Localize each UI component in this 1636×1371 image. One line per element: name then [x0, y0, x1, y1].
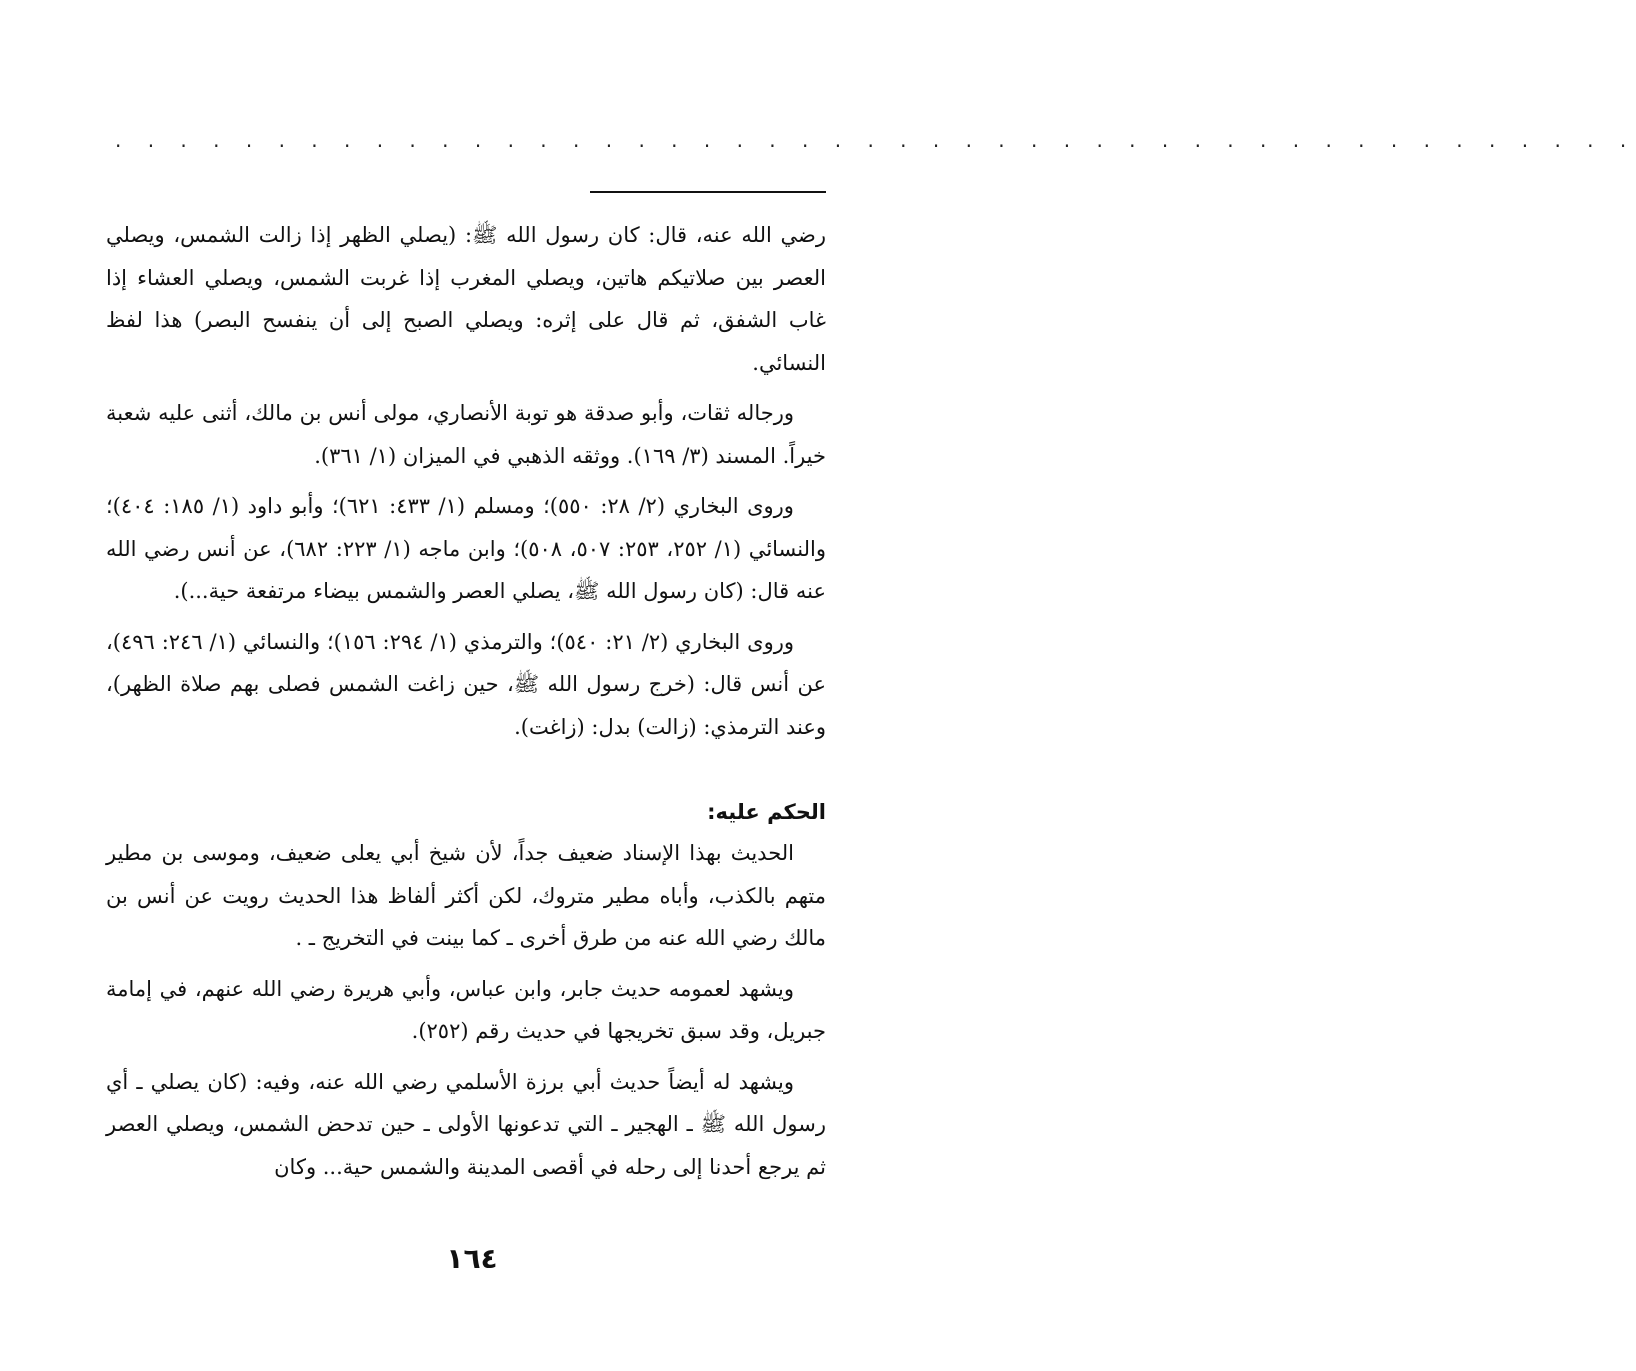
section-heading: الحكم عليه:: [707, 800, 826, 824]
dotted-separator: . . . . . . . . . . . . . . . . . . . . . . . . . . . . . . . . . . . . . . . . . . . . . . .: [115, 128, 1636, 152]
ruling-paragraph-2: ويشهد لعمومه حديث جابر، وابن عباس، وأبي هريرة رضي الله عنهم، في إمامة جبريل، وقد سبق تخريجها في حديث رقم (٢٥٢).: [106, 976, 826, 1043]
page-body: [106, 214, 826, 1196]
ruling-paragraph-1: الحديث بهذا الإسناد ضعيف جداً، لأن شيخ أبي يعلى ضعيف، وموسى بن مطير متهم بالكذب، وأباه مطير متروك، لكن أكثر ألفاظ هذا الحديث رويت عن أنس بن مالك رضي الله عنه من طرق أخرى ـ كما بينت في التخريج ـ .: [106, 841, 826, 950]
paragraph-4: وروى البخاري (٢/ ٢١: ٥٤٠)؛ والترمذي (١/ ٢٩٤: ١٥٦)؛ والنسائي (١/ ٢٤٦: ٤٩٦)، عن أنس قال: (خرج رسول الله ﷺ، حين زاغت الشمس فصلى بهم صلاة الظهر)، وعند الترمذي: (زالت) بدل: (زاغت).: [106, 629, 826, 739]
page-number: ١٦٤: [446, 1242, 498, 1275]
footnote-rule: [590, 191, 826, 193]
paragraph-3: وروى البخاري (٢/ ٢٨: ٥٥٠)؛ ومسلم (١/ ٤٣٣: ٦٢١)؛ وأبو داود (١/ ١٨٥: ٤٠٤)؛ والنسائي (١/ ٢٥٢، ٢٥٣: ٥٠٧، ٥٠٨)؛ وابن ماجه (١/ ٢٢٣: ٦٨٢)، عن أنس رضي الله عنه قال: (كان رسول الله ﷺ، يصلي العصر والشمس بيضاء مرتفعة حية...).: [106, 494, 827, 603]
paragraph-2: ورجاله ثقات، وأبو صدقة هو توبة الأنصاري، مولى أنس بن مالك، أثنى عليه شعبة خيراً. المسند (٣/ ١٦٩). ووثقه الذهبي في الميزان (١/ ٣٦١).: [106, 401, 826, 468]
paragraph-1: رضي الله عنه، قال: كان رسول الله ﷺ: (يصلي الظهر إذا زالت الشمس، ويصلي العصر بين صلاتيكم هاتين، ويصلي المغرب إذا غربت الشمس، ويصلي العشاء إذا غاب الشفق، ثم قال على إثره: ويصلي الصبح إلى أن ينفسح البصر) هذا لفظ النسائي.: [106, 223, 826, 375]
ruling-paragraph-3: ويشهد له أيضاً حديث أبي برزة الأسلمي رضي الله عنه، وفيه: (كان يصلي ـ أي رسول الله ﷺ ـ الهجير ـ التي تدعونها الأولى ـ حين تدحض الشمس، ويصلي العصر ثم يرجع أحدنا إلى رحله في أقصى المدينة والشمس حية... وكان: [106, 1069, 826, 1179]
